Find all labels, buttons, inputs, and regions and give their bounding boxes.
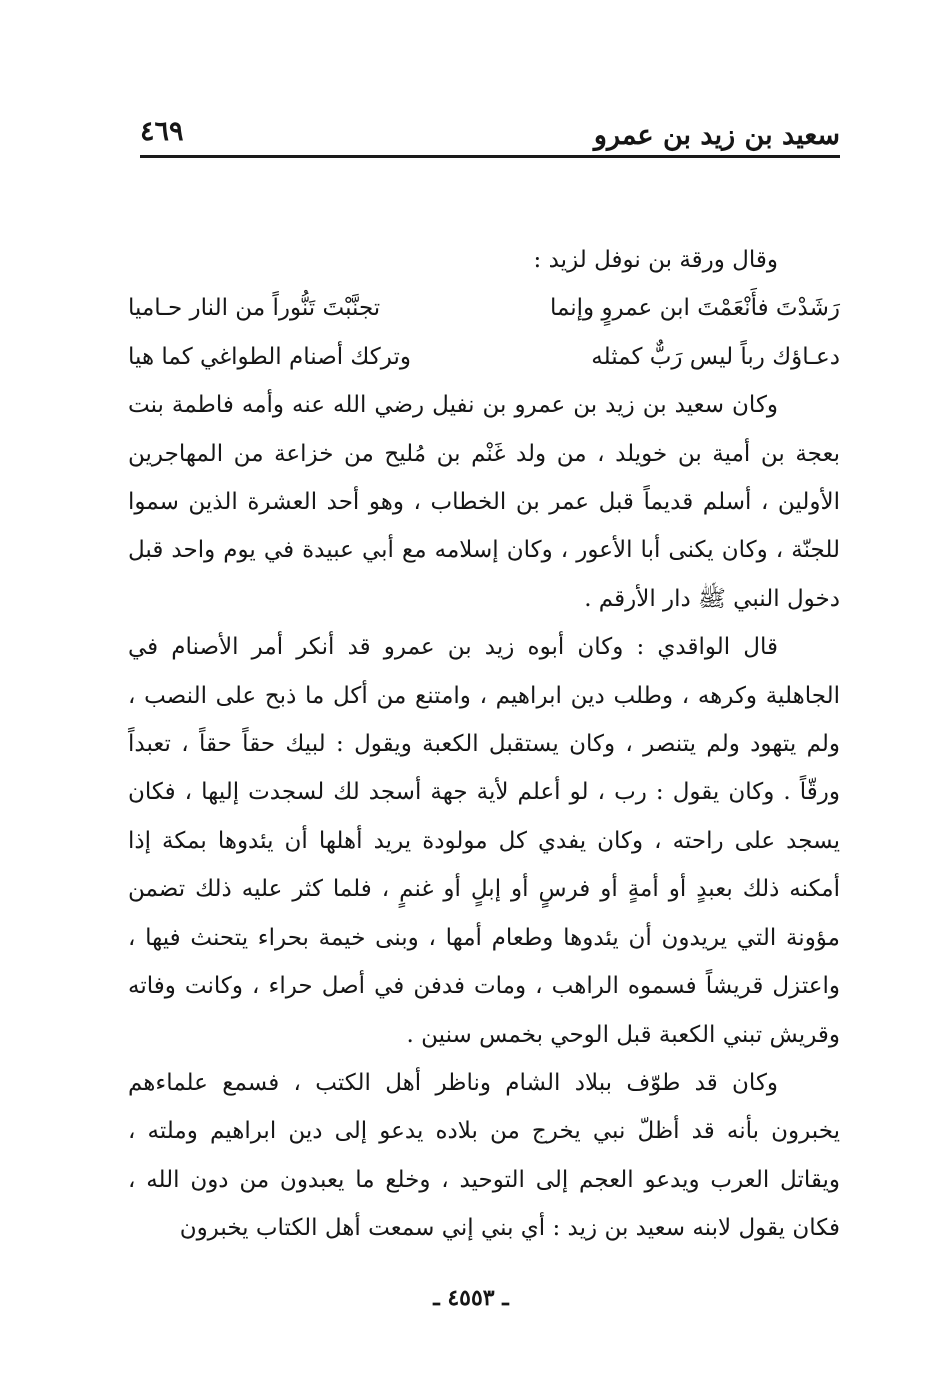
hemistich-second: تجنَّبْتَ تَنُّوراً من النار حـاميا [128,295,381,322]
paragraph: وكان سعيد بن زيد بن عمرو بن نفيل رضي الله عنه وأمه فاطمة بنت بعجة بن أمية بن خويلد ، من ولد غَنْم بن مُليح من خزاعة من المهاجرين الأولين ، أسلم قديماً قبل عمر بن الخطاب ، وهو أحد العشرة الذين سموا للجنّة ، وكان يكنى أبا الأعور ، وكان إسلامه مع أبي عبيدة في يوم واحد قبل دخول النبي ﷺ دار الأرقم . [128,392,840,612]
body-text [128,236,840,1253]
poem-intro: وقال ورقة بن نوفل لزيد : [533,247,778,273]
page-header [140,112,840,156]
poem-verses [128,284,840,381]
verse-line [128,284,840,332]
paragraph: قال الواقدي : وكان أبوه زيد بن عمرو قد أنكر أمر الأصنام في الجاهلية وكرهه ، وطلب دين ابراهيم ، وامتنع من أكل ما ذبح على النصب ، ولم يتهود ولم يتنصر ، وكان يستقبل الكعبة ويقول : لبيك حقاً حقاً ، تعبداً ورقّاً . وكان يقول : رب ، لو أعلم لأية جهة أسجد لك لسجدت إليها ، فكان يسجد على راحته ، وكان يفدي كل مولودة يريد أهلها أن يئدوها بمكة إذا أمكنه ذلك بعبدٍ أو أمةٍ أو فرسٍ أو إبلٍ أو غنمٍ ، فلما كثر عليه ذلك تضمن مؤونة التي يريدون أن يئدوها وطعام أمها ، وبنى خيمة بحراء يتحنث فيها ، واعتزل قريشاً فسموه الراهب ، ومات فدفن في أصل حراء ، وكانت وفاته وقريش تبني الكعبة قبل الوحي بخمس سنين . [128,634,840,1048]
hemistich-second: وتركك أصنام الطواغي كما هيا [128,343,411,370]
header-rule [140,155,840,158]
running-title: سعيد بن زيد بن عمرو [593,120,840,151]
verse-line [128,333,840,381]
paragraph: وكان قد طوّف ببلاد الشام وناظر أهل الكتب ، فسمع علماءهم يخبرون بأنه قد أظلّ نبي يخرج من بلاده يدعو إلى دين ابراهيم وملته ، ويقاتل العرب ويدعو العجم إلى التوحيد ، وخلع ما يعبدون من دون الله ، فكان يقول لابنه سعيد بن زيد : أي بني إني سمعت أهل الكتاب يخبرون [128,1069,840,1242]
page-footer-folio: ـ ٤٥٥٣ ـ [433,1285,509,1311]
hemistich-first: دعـاؤك رباً ليس رَبٌّ كمثله [591,343,840,370]
page-number: ٤٦٩ [140,116,184,147]
hemistich-first: رَشَدْتَ فأَنْعَمْتَ ابن عمروٍ وإنما [549,295,840,322]
